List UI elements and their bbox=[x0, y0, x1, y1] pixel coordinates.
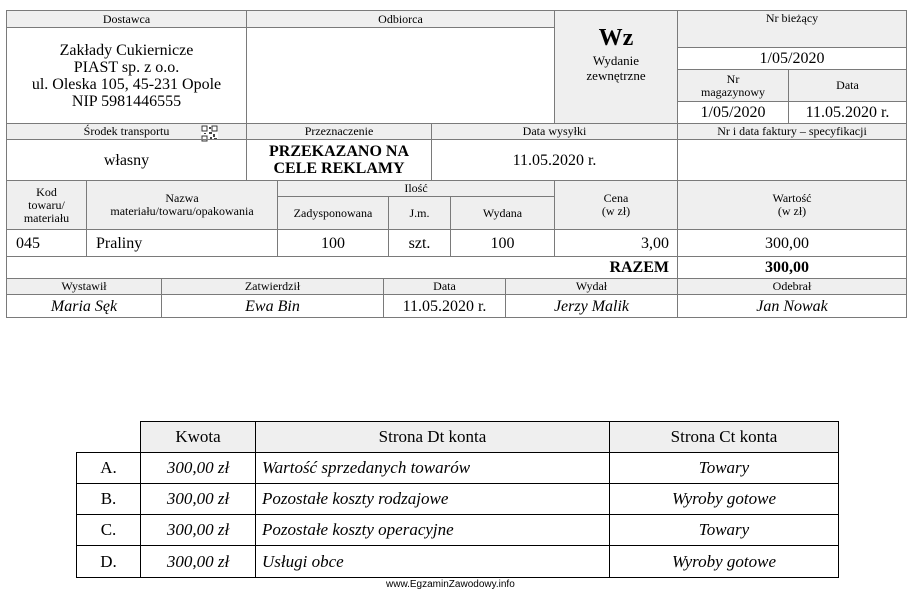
receiver-header: Odbiorca bbox=[246, 10, 555, 28]
issued-by-value: Maria Sęk bbox=[6, 294, 162, 318]
answer-a-credit: Towary bbox=[609, 452, 839, 484]
ship-date-value: 11.05.2020 r. bbox=[431, 139, 678, 181]
invoice-value bbox=[677, 139, 907, 181]
price-header-line-1: Cena bbox=[603, 191, 629, 205]
name-header-line-1: Nazwa bbox=[165, 191, 199, 205]
qty-disposed-header: Zadysponowana bbox=[277, 196, 389, 230]
invoice-header: Nr i data faktury – specyfikacji bbox=[677, 123, 907, 140]
wz-code: Wz bbox=[598, 25, 634, 51]
warehouse-number-header-line-2: magazynowy bbox=[701, 84, 765, 99]
purpose-line-2: CELE REKLAMY bbox=[273, 160, 405, 177]
answer-a-debit: Wartość sprzedanych towarów bbox=[255, 452, 610, 484]
name-header-line-2: materiału/towaru/opakowania bbox=[110, 204, 254, 218]
amount-column-header: Kwota bbox=[140, 421, 256, 453]
wz-title-block bbox=[554, 10, 678, 124]
code-header-line-1: Kod bbox=[36, 184, 57, 199]
wz-desc-line-1: Wydanie bbox=[592, 53, 640, 68]
answer-option-a[interactable]: A. bbox=[76, 452, 141, 484]
answer-c-credit: Towary bbox=[609, 514, 839, 546]
answer-a-amount: 300,00 zł bbox=[140, 452, 256, 484]
warehouse-date-header: Data bbox=[788, 69, 907, 102]
warehouse-number-header-line-1: Nr bbox=[726, 71, 740, 86]
item-price: 3,00 bbox=[554, 229, 678, 257]
qty-issued-header: Wydana bbox=[450, 196, 555, 230]
current-number: 1/05/2020 bbox=[677, 47, 907, 70]
answer-b-amount: 300,00 zł bbox=[140, 483, 256, 515]
approved-header: Zatwierdził bbox=[161, 278, 384, 295]
warehouse-number: 1/05/2020 bbox=[677, 101, 789, 124]
answer-option-b[interactable]: B. bbox=[76, 483, 141, 515]
supplier-line-4: NIP 5981446555 bbox=[71, 92, 182, 110]
value-header-line-1: Wartość bbox=[772, 191, 812, 205]
answer-d-amount: 300,00 zł bbox=[140, 545, 256, 578]
value-header-line-2: (w zł) bbox=[777, 204, 807, 218]
price-header-line-2: (w zł) bbox=[601, 204, 631, 218]
supplier-line-2: PIAST sp. z o.o. bbox=[73, 58, 180, 76]
received-value: Jan Nowak bbox=[677, 294, 907, 318]
received-header: Odebrał bbox=[677, 278, 907, 295]
value-header bbox=[677, 180, 907, 230]
purpose-line-1: PRZEKAZANO NA bbox=[268, 143, 409, 160]
code-header bbox=[6, 180, 87, 230]
total-value: 300,00 bbox=[677, 256, 907, 279]
answer-c-debit: Pozostałe koszty operacyjne bbox=[255, 514, 610, 546]
answer-b-debit: Pozostałe koszty rodzajowe bbox=[255, 483, 610, 515]
transport-header bbox=[6, 123, 247, 140]
wz-desc-line-2: zewnętrzne bbox=[586, 68, 646, 83]
released-header: Wydał bbox=[505, 278, 678, 295]
code-header-line-3: materiału bbox=[23, 210, 70, 225]
item-code: 045 bbox=[6, 229, 87, 257]
price-header bbox=[554, 180, 678, 230]
approved-value: Ewa Bin bbox=[161, 294, 384, 318]
ship-date-header: Data wysyłki bbox=[431, 123, 678, 140]
transport-header-label: Środek transportu bbox=[83, 124, 170, 138]
credit-column-header: Strona Ct konta bbox=[609, 421, 839, 453]
debit-column-header: Strona Dt konta bbox=[255, 421, 610, 453]
name-header bbox=[86, 180, 278, 230]
item-qty-disposed: 100 bbox=[277, 229, 389, 257]
item-value: 300,00 bbox=[677, 229, 907, 257]
current-number-header: Nr bieżący bbox=[677, 10, 907, 48]
supplier-header: Dostawca bbox=[6, 10, 247, 28]
receiver-details bbox=[246, 27, 555, 124]
watermark: www.EgzaminZawodowy.info bbox=[386, 579, 515, 590]
warehouse-date: 11.05.2020 r. bbox=[788, 101, 907, 124]
supplier-line-1: Zakłady Cukiernicze bbox=[59, 41, 194, 59]
answer-d-credit: Wyroby gotowe bbox=[609, 545, 839, 578]
answer-b-credit: Wyroby gotowe bbox=[609, 483, 839, 515]
warehouse-number-header bbox=[677, 69, 789, 102]
transport-value: własny bbox=[6, 139, 247, 181]
code-header-line-2: towaru/ bbox=[28, 197, 65, 212]
sign-date-value: 11.05.2020 r. bbox=[383, 294, 506, 318]
item-name: Praliny bbox=[86, 229, 278, 257]
answer-option-d[interactable]: D. bbox=[76, 545, 141, 578]
sign-date-header: Data bbox=[383, 278, 506, 295]
purpose-header: Przeznaczenie bbox=[246, 123, 432, 140]
answer-option-c[interactable]: C. bbox=[76, 514, 141, 546]
quantity-header: Ilość bbox=[277, 180, 555, 197]
issued-by-header: Wystawił bbox=[6, 278, 162, 295]
supplier-line-3: ul. Oleska 105, 45-231 Opole bbox=[31, 75, 222, 93]
unit-header: J.m. bbox=[388, 196, 451, 230]
item-unit: szt. bbox=[388, 229, 451, 257]
item-qty-issued: 100 bbox=[450, 229, 555, 257]
purpose-value bbox=[246, 139, 432, 181]
released-value: Jerzy Malik bbox=[505, 294, 678, 318]
total-label: RAZEM bbox=[6, 256, 678, 279]
answer-d-debit: Usługi obce bbox=[255, 545, 610, 578]
answer-c-amount: 300,00 zł bbox=[140, 514, 256, 546]
supplier-details bbox=[6, 27, 247, 124]
